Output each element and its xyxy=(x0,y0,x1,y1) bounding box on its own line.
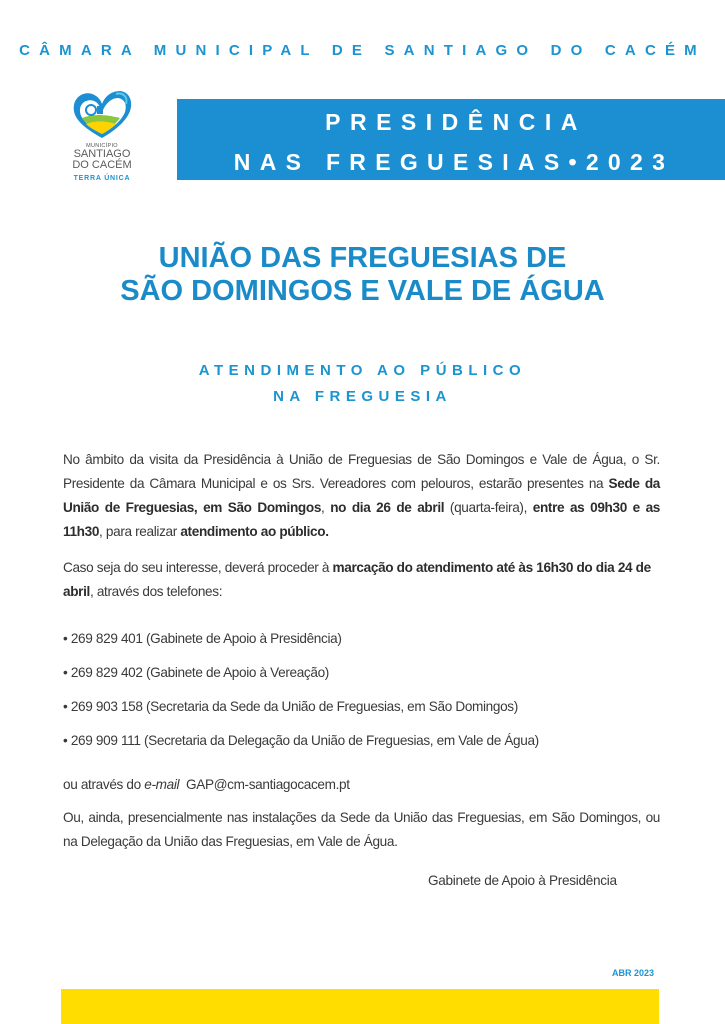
paragraph-in-person: Ou, ainda, presencialmente nas instalações da Sede da União das Freguesias, em São Domingos, ou na Delegação da União das Freguesias, em Vale de Água. xyxy=(63,810,660,849)
location-bold: Sede da União de Freguesias, em São Domingos xyxy=(63,476,660,515)
presidencia-banner xyxy=(177,99,725,180)
phone-item: • 269 829 401 (Gabinete de Apoio à Presidência) xyxy=(63,631,342,646)
email-prefix: ou através do xyxy=(63,777,145,792)
email-address[interactable]: GAP@cm-santiagocacem.pt xyxy=(186,777,350,792)
text: , através dos telefones: xyxy=(89,584,223,599)
title-line-1: UNIÃO DAS FREGUESIAS DE xyxy=(158,242,567,274)
phone-item: • 269 909 111 (Secretaria da Delegação da União de Freguesias, em Vale de Água) xyxy=(63,733,539,748)
footer-date: ABR 2023 xyxy=(612,968,655,978)
subtitle-line-1: ATENDIMENTO AO PÚBLICO xyxy=(198,362,527,379)
text: (quarta-feira), xyxy=(444,500,533,515)
phone-item: • 269 903 158 (Secretaria da Sede da União de Freguesias, em São Domingos) xyxy=(63,699,518,714)
page-title xyxy=(0,242,725,308)
logo-tagline: TERRA ÚNICA xyxy=(73,175,131,182)
email-label: e-mail xyxy=(144,777,180,792)
heart-logo-icon xyxy=(70,88,134,140)
time-bold: entre as 09h30 e as 11h30 xyxy=(63,500,661,539)
title-line-2: SÃO DOMINGOS E VALE DE ÁGUA xyxy=(120,275,605,307)
logo-do-cacem: DO CACÉM xyxy=(72,159,132,171)
text: , para realizar xyxy=(99,524,181,539)
logo-santiago: SANTIAGO xyxy=(73,148,131,160)
text: , xyxy=(321,500,331,515)
date-bold: no dia 26 de abril xyxy=(330,500,445,515)
banner-line-2: NAS FREGUESIAS•2023 xyxy=(233,149,675,175)
text: Caso seja do seu interesse, deverá proceder à xyxy=(63,560,333,575)
banner-line-1: PRESIDÊNCIA xyxy=(325,109,587,135)
subtitle-line-2: NA FREGUESIA xyxy=(273,388,452,405)
paragraph-booking xyxy=(63,556,660,604)
email-line xyxy=(63,773,660,797)
organization-header: CÂMARA MUNICIPAL DE SANTIAGO DO CACÉM xyxy=(19,42,706,59)
municipality-logo xyxy=(62,88,142,188)
footer-yellow-bar xyxy=(61,989,659,1024)
paragraph-intro xyxy=(63,448,660,544)
phone-list xyxy=(63,627,660,763)
service-bold: atendimento ao público. xyxy=(180,524,329,539)
signature: Gabinete de Apoio à Presidência xyxy=(428,873,617,888)
logo-municipio: MUNICÍPIO xyxy=(86,143,118,149)
subtitle xyxy=(0,358,725,410)
deadline-bold: marcação do atendimento até às 16h30 do dia 24 de abril xyxy=(63,560,651,599)
text: No âmbito da visita da Presidência à União de Freguesias de São Domingos e Vale de Água, o Sr. Presidente da Câmara Municipal e os Srs. Vereadores com pelouros, estarão presentes na xyxy=(63,452,660,491)
phone-item: • 269 829 402 (Gabinete de Apoio à Vereação) xyxy=(63,665,329,680)
